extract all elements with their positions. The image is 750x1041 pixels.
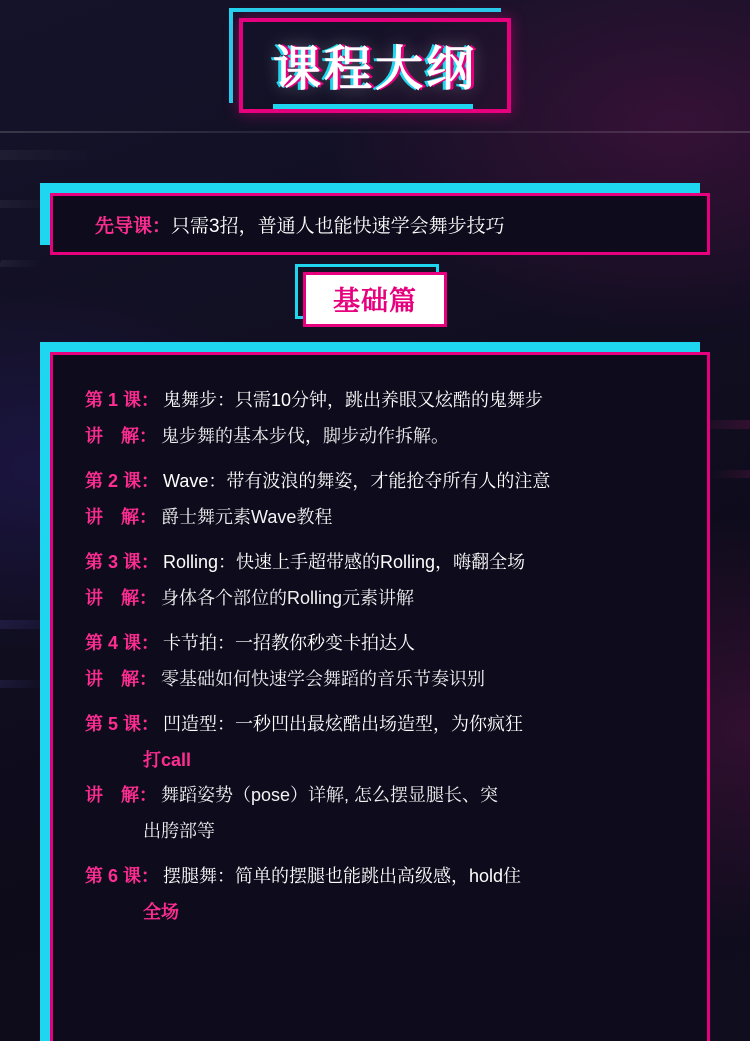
- lesson-title: Rolling：快速上手超带感的Rolling，嗨翻全场: [163, 552, 526, 572]
- lesson-title: 凹造型：一秒凹出最炫酷出场造型，为你疯狂: [163, 714, 524, 734]
- page-title: 课程大纲: [272, 43, 477, 96]
- lesson-explain-text: 鬼步舞的基本步伐，脚步动作拆解。: [161, 425, 449, 446]
- lesson-title: Wave：带有波浪的舞姿，才能抢夺所有人的注意: [163, 471, 551, 491]
- lesson-explain-label: 讲 解：: [85, 425, 157, 446]
- background-streak: [709, 470, 750, 478]
- list-item-explain: [85, 421, 681, 453]
- list-item[interactable]: [85, 385, 681, 417]
- intro-lesson-title: 只需3招，普通人也能快速学会舞步技巧: [171, 215, 505, 237]
- lesson-explain-line2: 出胯部等: [143, 820, 215, 841]
- page-title-container: [0, 18, 750, 113]
- lessons-panel: [50, 352, 710, 1041]
- intro-lesson-text: [95, 211, 505, 238]
- intro-bar-frame: [50, 193, 710, 255]
- lesson-explain-text: 舞蹈姿势（pose）详解, 怎么摆显腿长、突: [161, 785, 499, 805]
- list-item[interactable]: [85, 466, 681, 498]
- list-item[interactable]: [85, 709, 681, 741]
- intro-lesson-label: 先导课：: [95, 215, 172, 237]
- list-item[interactable]: [85, 628, 681, 660]
- lesson-explain-label: 讲 解：: [85, 668, 157, 689]
- section-badge-container: [0, 272, 750, 327]
- lesson-title-line2: 打call: [143, 749, 192, 770]
- lesson-explain-label: 讲 解：: [85, 587, 157, 608]
- lesson-label: 第 6 课：: [85, 866, 160, 886]
- lesson-explain-line2-row: [85, 816, 681, 848]
- lesson-title-line2: 全场: [143, 901, 179, 922]
- intro-lesson-bar[interactable]: [40, 183, 710, 255]
- lesson-title: 卡节拍：一招教你秒变卡拍达人: [163, 633, 416, 653]
- page-title-box: [239, 18, 511, 113]
- list-item-explain: [85, 780, 681, 812]
- background-streak: [0, 150, 102, 160]
- lesson-title-line2-row: [85, 897, 681, 929]
- list-item-explain: [85, 664, 681, 696]
- list-item-explain: [85, 502, 681, 534]
- section-badge-label: 基础篇: [333, 286, 417, 316]
- lesson-label: 第 2 课：: [85, 471, 160, 491]
- lesson-explain-text: 身体各个部位的Rolling元素讲解: [161, 587, 415, 608]
- lesson-label: 第 4 课：: [85, 633, 160, 653]
- lesson-label: 第 3 课：: [85, 552, 160, 572]
- lesson-explain-text: 零基础如何快速学会舞蹈的音乐节奏识别: [161, 668, 485, 689]
- list-item[interactable]: [85, 861, 681, 893]
- title-underline: [273, 104, 473, 109]
- lesson-label: 第 5 课：: [85, 714, 160, 734]
- background-streak: [0, 260, 41, 267]
- list-item[interactable]: [85, 547, 681, 579]
- lesson-title: 摆腿舞：简单的摆腿也能跳出高级感，hold住: [163, 866, 522, 886]
- lesson-explain-label: 讲 解：: [85, 785, 157, 805]
- section-badge: [303, 272, 447, 327]
- list-item-explain: [85, 583, 681, 615]
- header-divider: [0, 131, 750, 133]
- lesson-explain-text: 爵士舞元素Wave教程: [161, 506, 333, 527]
- lesson-label: 第 1 课：: [85, 390, 160, 410]
- lesson-title-line2-row: [85, 745, 681, 777]
- lesson-explain-label: 讲 解：: [85, 506, 157, 527]
- lesson-title: 鬼舞步：只需10分钟，跳出养眼又炫酷的鬼舞步: [163, 390, 544, 410]
